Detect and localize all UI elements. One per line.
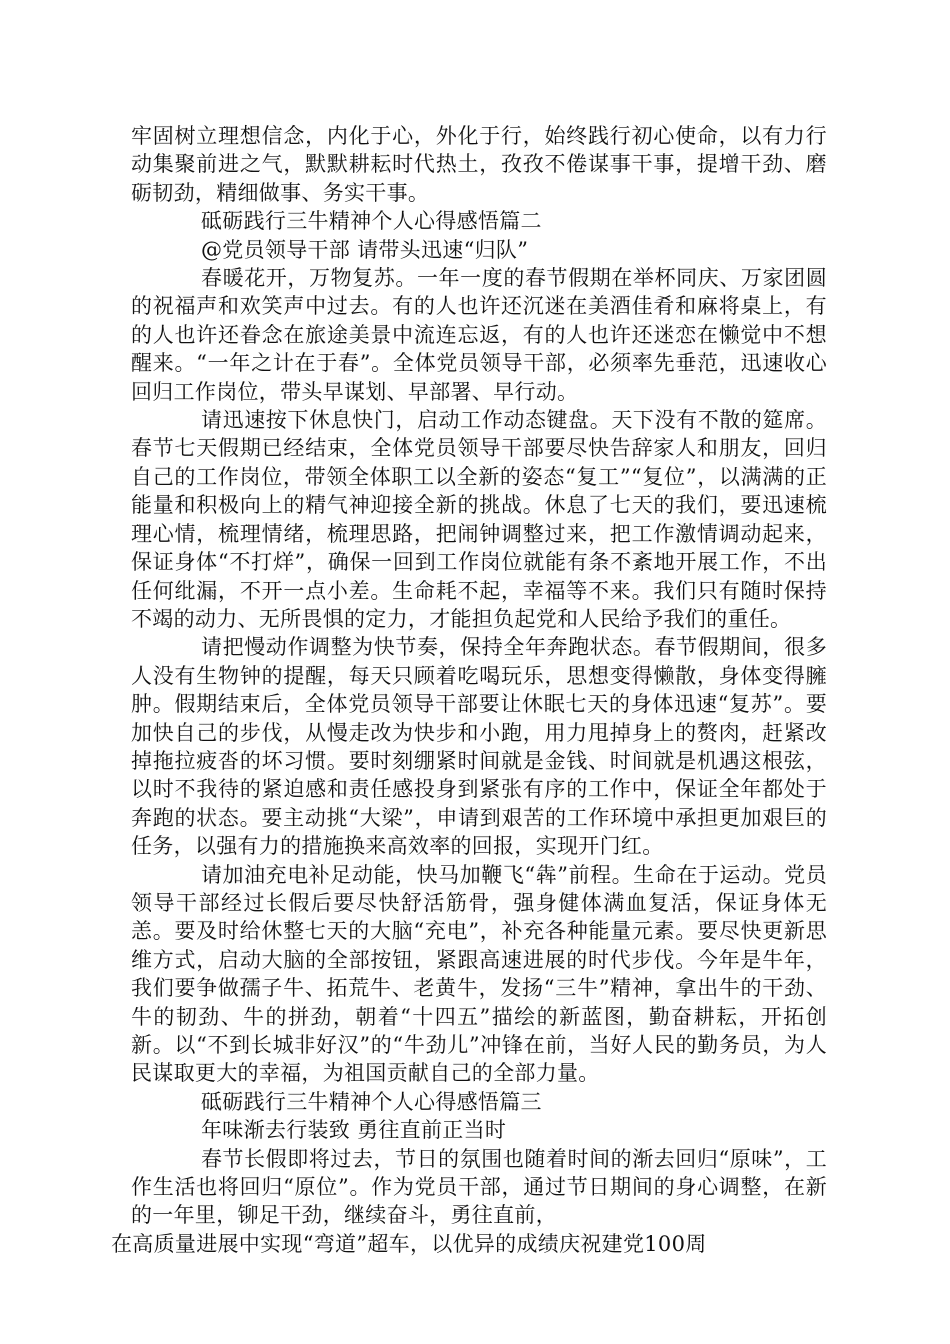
document-body <box>111 122 827 1258</box>
section-heading-part-three: 砥砺践行三牛精神个人心得感悟篇三 <box>201 1089 542 1114</box>
paragraph: 春节长假即将过去，节日的氛围也随着时间的渐去回归“原味”，工作生活也将回归“原位”。作为党员干部，通过节日期间的身心调整，在新的一年里，铆足干劲，继续奋斗，勇往直前， <box>131 1146 827 1228</box>
section-subtitle-part-two: @党员领导干部 请带头迅速“归队” <box>201 237 529 262</box>
paragraph: 请把慢动作调整为快节奏，保持全年奔跑状态。春节假期间，很多人没有生物钟的提醒，每天只顾着吃喝玩乐，思想变得懒散，身体变得臃肿。假期结束后，全体党员领导干部要让休眠七天的身体迅速“复苏”。要加快自己的步伐，从慢走改为快步和小跑，用力甩掉身上的赘肉，赶紧改掉拖拉疲沓的坏习惯。要时刻绷紧时间就是金钱、时间就是机遇这根弦，以时不我待的紧迫感和责任感投身到紧张有序的工作中，保证全年都处于奔跑的状态。要主动挑“大梁”，申请到艰苦的工作环境中承担更加艰巨的任务，以强有力的措施换来高效率的回报，实现开门红。 <box>131 635 827 859</box>
section-subtitle-part-three: 年味渐去行装致 勇往直前正当时 <box>201 1118 507 1143</box>
paragraph: 请加油充电补足动能，快马加鞭飞“犇”前程。生命在于运动。党员领导干部经过长假后要尽快舒活筋骨，强身健体满血复活，保证身体无恙。要及时给休整七天的大脑“充电”，补充各种能量元素。要尽快更新思维方式，启动大脑的全部按钮，紧跟高速进展的时代步伐。今年是牛年，我们要争做孺子牛、拓荒牛、老黄牛，发扬“三牛”精神，拿出牛的干劲、牛的韧劲、牛的拼劲，朝着“十四五”描绘的新蓝图，勤奋耕耘，开拓创新。以“不到长城非好汉”的“牛劲儿”冲锋在前，当好人民的勤务员，为人民谋取更大的幸福，为祖国贡献自己的全部力量。 <box>131 862 827 1086</box>
paragraph-truncated: 在高质量进展中实现“弯道”超车，以优异的成绩庆祝建党100周 <box>111 1231 707 1256</box>
section-heading-part-two: 砥砺践行三牛精神个人心得感悟篇二 <box>201 209 542 234</box>
paragraph: 春暖花开，万物复苏。一年一度的春节假期在举杯同庆、万家团圆的祝福声和欢笑声中过去。有的人也许还沉迷在美酒佳肴和麻将桌上，有的人也许还眷念在旅途美景中流连忘返，有的人也许还迷恋在懒觉中不想醒来。“一年之计在于春”。全体党员领导干部，必须率先垂范，迅速收心回归工作岗位，带头早谋划、早部署、早行动。 <box>131 266 827 404</box>
paragraph-continuation: 牢固树立理想信念，内化于心，外化于行，始终践行初心使命，以有力行动集聚前进之气，默默耕耘时代热土，孜孜不倦谋事干事，提增干劲、磨砺韧劲，精细做事、务实干事。 <box>131 124 827 205</box>
paragraph: 请迅速按下休息快门，启动工作动态键盘。天下没有不散的筵席。春节七天假期已经结束，全体党员领导干部要尽快告辞家人和朋友，回归自己的工作岗位，带领全体职工以全新的姿态“复工”“复位”，以满满的正能量和积极向上的精气神迎接全新的挑战。休息了七天的我们，要迅速梳理心情，梳理情绪，梳理思路，把闹钟调整过来，把工作激情调动起来，保证身体“不打烊”，确保一回到工作岗位就能有条不紊地开展工作，不出任何纰漏，不开一点小差。生命耗不起，幸福等不来。我们只有随时保持不竭的动力、无所畏惧的定力，才能担负起党和人民给予我们的重任。 <box>131 408 827 631</box>
